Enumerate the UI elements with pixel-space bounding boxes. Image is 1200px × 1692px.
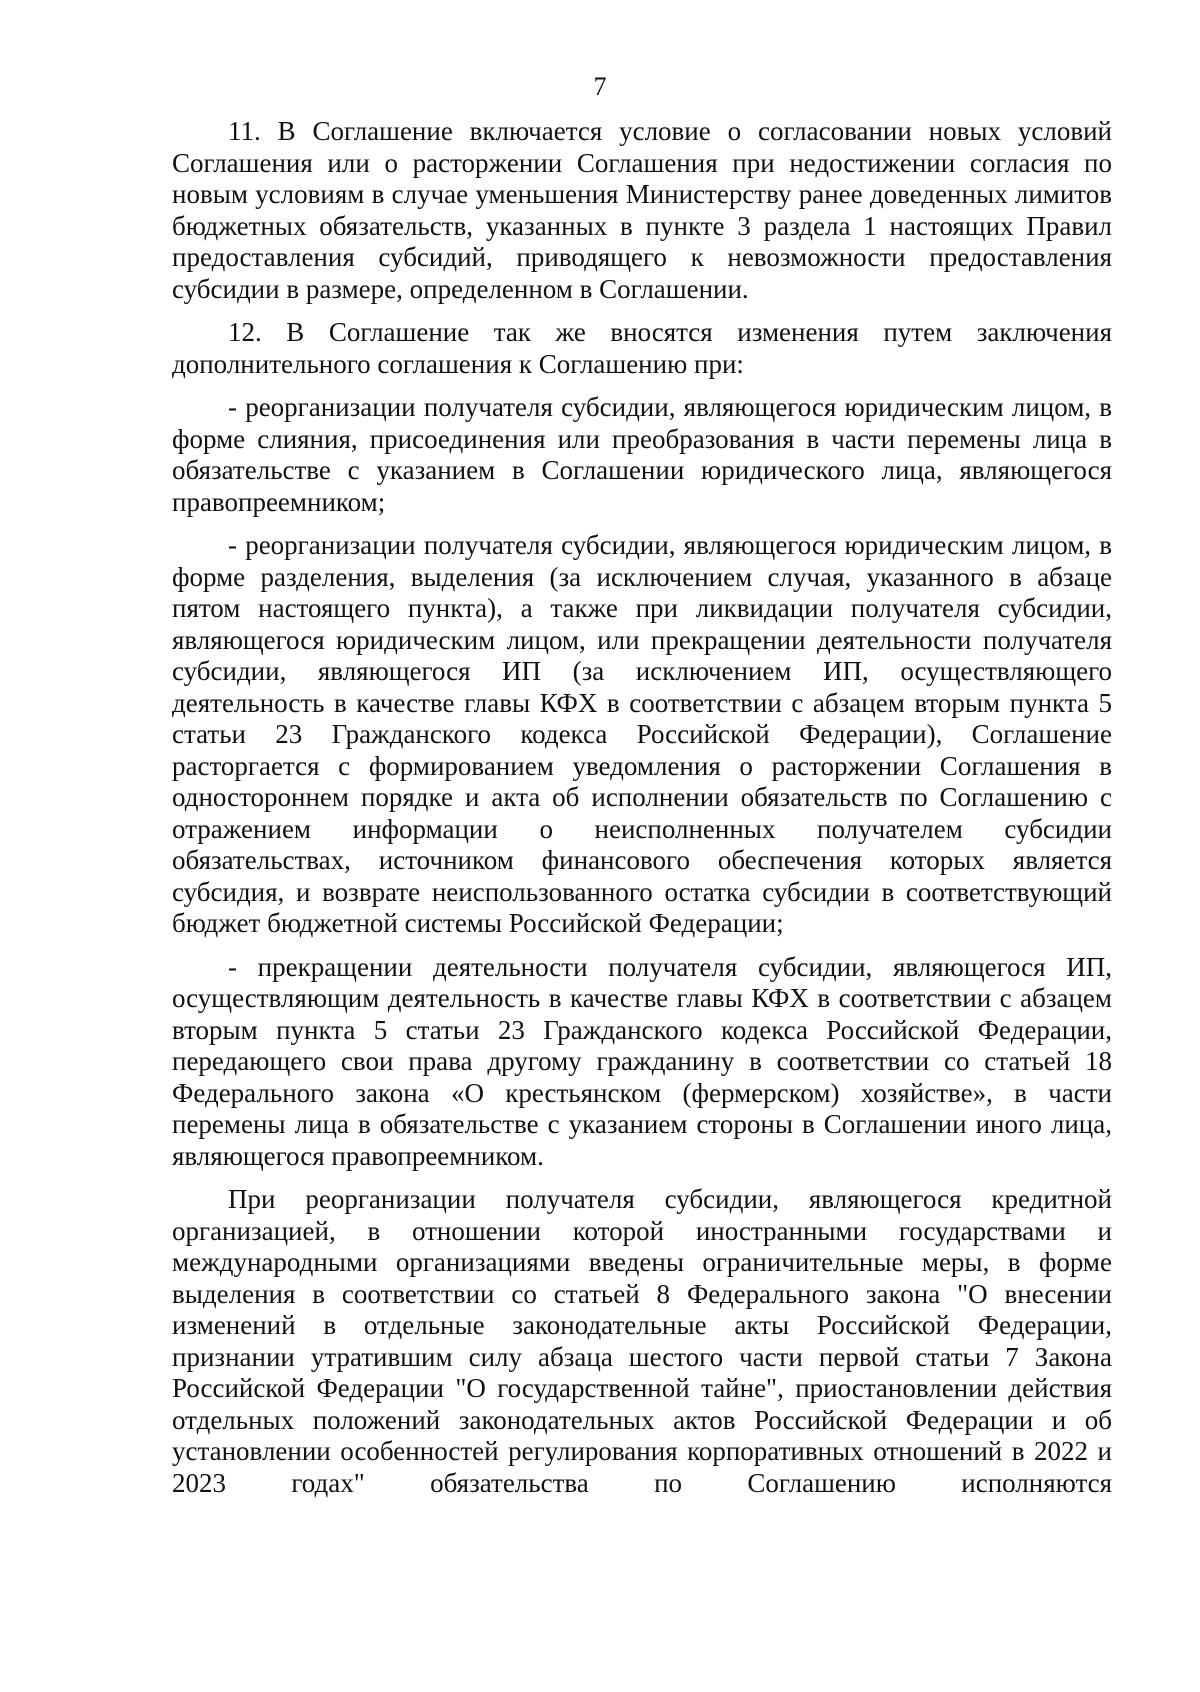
list-item-reorganization-division: - реорганизации получателя субсидии, являющегося юридическим лицом, в форме разделения, выделения (за исключением случая, указанного в абзаце пятом настоящего пункта), а также при ликвидации получателя субсидии, являющегося юридическим лицом, или прекращении деятельности получателя субсидии, являющегося ИП (за исключением ИП, осуществляющего деятельность в качестве главы КФХ в соответствии с абзацем вторым пункта 5 статьи 23 Гражданского кодекса Российской Федерации), Соглашение расторгается с формированием уведомления о расторжении Соглашения в одностороннем порядке и акта об исполнении обязательств по Соглашению с отражением информации о неисполненных получателем субсидии обязательствах, источником финансового обеспечения которых является субсидия, и возврате неиспользованного остатка субсидии в соответствующий бюджет бюджетной системы Российской Федерации; <box>172 530 1112 938</box>
document-body <box>172 116 1112 1511</box>
page-number: 7 <box>593 72 607 101</box>
list-item-reorganization-merger: - реорганизации получателя субсидии, являющегося юридическим лицом, в форме слияния, присоединения или преобразования в части перемены лица в обязательстве с указанием в Соглашении юридического лица, являющегося правопреемником; <box>172 392 1112 517</box>
list-item-termination-kfh: - прекращении деятельности получателя субсидии, являющегося ИП, осуществляющим деятельность в качестве главы КФХ в соответствии с абзацем вторым пункта 5 статьи 23 Гражданского кодекса Российской Федерации, передающего свои права другому гражданину в соответствии со статьей 18 Федерального закона «О крестьянском (фермерском) хозяйстве», в части перемены лица в обязательстве с указанием стороны в Соглашении иного лица, являющегося правопреемником. <box>172 951 1112 1171</box>
paragraph-item-12: 12. В Соглашение так же вносятся изменения путем заключения дополнительного соглашения к Соглашению при: <box>172 317 1112 379</box>
paragraph-credit-organization: При реорганизации получателя субсидии, являющегося кредитной организацией, в отношении которой иностранными государствами и международными организациями введены ограничительные меры, в форме выделения в соответствии со статьей 8 Федерального закона "О внесении изменений в отдельные законодательные акты Российской Федерации, признании утратившим силу абзаца шестого части первой статьи 7 Закона Российской Федерации "О государственной тайне", приостановлении действия отдельных положений законодательных актов Российской Федерации и об установлении особенностей регулирования корпоративных отношений в 2022 и 2023 годах" обязательства по Соглашению исполняются <box>172 1184 1112 1498</box>
paragraph-item-11: 11. В Соглашение включается условие о согласовании новых условий Соглашения или о расторжении Соглашения при недостижении согласия по новым условиям в случае уменьшения Министерству ранее доведенных лимитов бюджетных обязательств, указанных в пункте 3 раздела 1 настоящих Правил предоставления субсидий, приводящего к невозможности предоставления субсидии в размере, определенном в Соглашении. <box>172 116 1112 304</box>
